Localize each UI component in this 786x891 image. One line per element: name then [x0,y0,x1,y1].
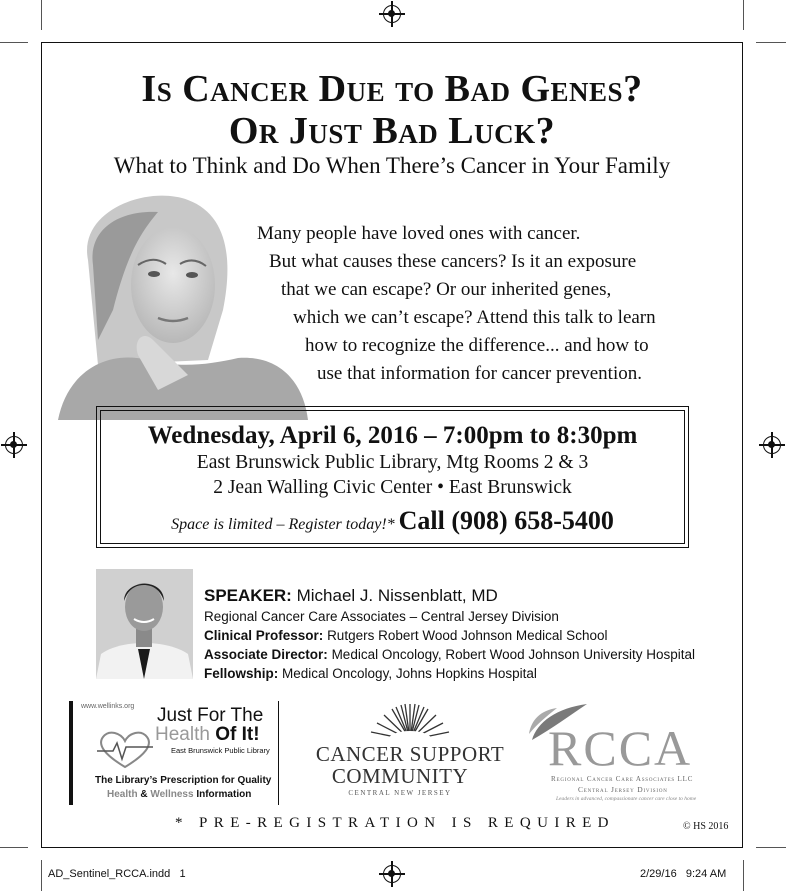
intro-line: that we can escape? Or our inherited genes, [281,279,612,300]
speaker-role: Fellowship: [204,666,279,681]
library-url[interactable]: www.wellinks.org [81,703,135,710]
rcca-division: Central Jersey Division [578,785,668,794]
speaker-credential [204,664,695,683]
library-title-of-it: Of It! [215,724,260,745]
speaker-credential [204,645,695,664]
slug-timestamp: 2/29/16 9:24 AM [640,868,727,880]
intro-paragraph [257,220,656,388]
event-address: 2 Jean Walling Civic Center • East Brunswick [213,477,572,498]
headline-line-2: Or Just Bad Luck? [228,110,556,152]
registration-mark-icon [5,436,23,454]
library-title-health: Health [155,724,210,745]
crop-mark [743,0,744,30]
preregistration-notice: * PRE-REGISTRATION IS REQUIRED [175,815,615,831]
rcca-tagline: Leaders in advanced, compassionate cancer care close to home [556,796,697,802]
space-limited-text: Space is limited – Register today!* [171,516,395,533]
speaker-role-detail: Medical Oncology, Robert Wood Johnson University Hospital [331,647,695,662]
registration-mark-icon [763,436,781,454]
tagline-wellness: Wellness [150,789,194,800]
crop-mark [41,860,42,891]
heart-stethoscope-icon [95,729,155,771]
library-tagline-1: The Library’s Prescription for Quality [95,775,272,786]
library-logo [69,701,279,805]
speaker-info [204,585,695,683]
sunburst-icon [365,700,455,742]
event-venue: East Brunswick Public Library, Mtg Rooms 2 & 3 [196,452,589,473]
speaker-photo [96,569,193,679]
intro-line: which we can’t escape? Attend this talk to learn [293,307,656,328]
event-details-box [96,406,689,548]
registration-mark-icon [383,5,401,23]
speaker-label: SPEAKER: [204,586,292,605]
library-title-2 [155,724,260,746]
crop-mark [756,847,786,848]
tagline-information: Information [196,789,252,800]
crop-mark [0,847,28,848]
event-datetime: Wednesday, April 6, 2016 – 7:00pm to 8:30pm [147,422,638,449]
speaker-role: Associate Director: [204,647,328,662]
intro-line: Many people have loved ones with cancer. [257,223,581,244]
library-org: East Brunswick Public Library [171,746,270,755]
csc-line-3: CENTRAL NEW JERSEY [348,789,452,797]
slug-filename: AD_Sentinel_RCCA.indd 1 [48,868,186,880]
crop-mark [0,42,28,43]
speaker-role-detail: Rutgers Robert Wood Johnson Medical School [327,628,608,643]
register-line [101,506,684,536]
csc-line-2: COMMUNITY [331,764,469,788]
copyright: © HS 2016 [683,821,729,832]
csc-line-1: CANCER SUPPORT [315,742,505,766]
rcca-name: RCCA [548,720,693,776]
tagline-amp: & [140,789,148,800]
speaker-credential [204,626,695,645]
crop-mark [743,860,744,891]
headline-subtitle: What to Think and Do When There’s Cancer in Your Family [113,153,671,178]
speaker-name: Michael J. Nissenblatt, MD [296,586,498,605]
crop-mark [756,42,786,43]
intro-line: But what causes these cancers? Is it an exposure [269,251,637,272]
registration-mark-icon [383,865,401,883]
library-tagline-2 [107,789,251,800]
call-phone-link[interactable]: Call (908) 658-5400 [398,506,614,535]
library-title-1: Just For The [157,705,264,726]
speaker-affiliation: Regional Cancer Care Associates – Central Jersey Division [204,609,559,624]
speaker-role: Clinical Professor: [204,628,324,643]
headline-line-1: Is Cancer Due to Bad Genes? [141,68,643,110]
intro-line: how to recognize the difference... and how to [305,335,649,356]
crop-mark [41,0,42,30]
intro-line: use that information for cancer prevention. [317,363,642,384]
speaker-role-detail: Medical Oncology, Johns Hopkins Hospital [282,666,537,681]
tagline-health: Health [107,789,138,800]
rcca-full-name: Regional Cancer Care Associates LLC [551,775,694,783]
